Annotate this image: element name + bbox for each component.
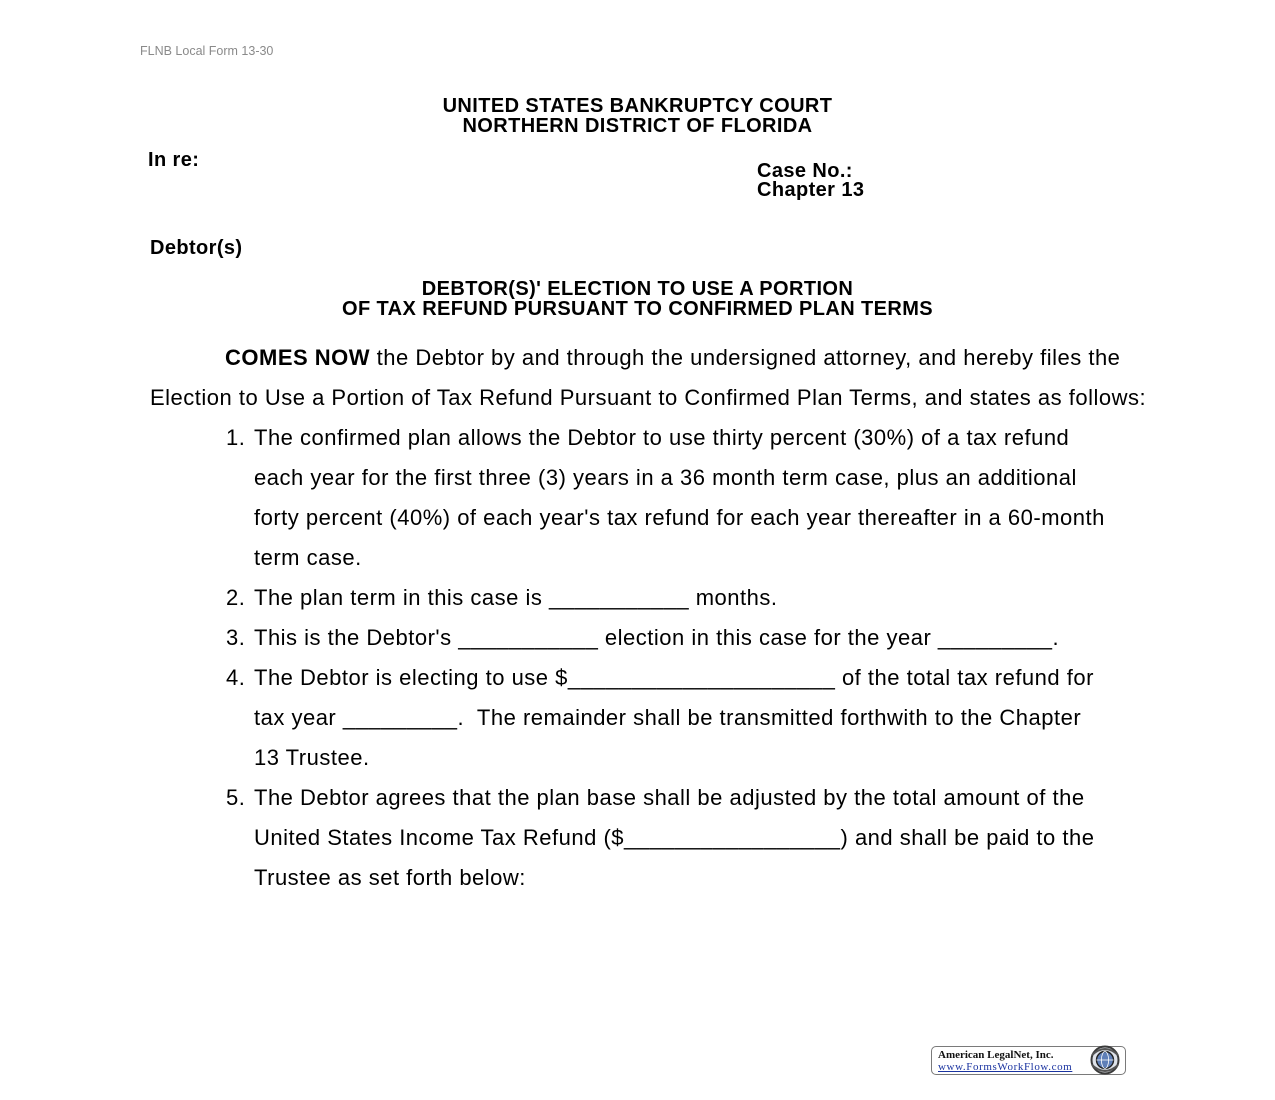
document-title-line-2: OF TAX REFUND PURSUANT TO CONFIRMED PLAN TERMS [342, 298, 933, 320]
comes-now-lead: COMES NOW [225, 345, 371, 370]
chapter-label: Chapter 13 [757, 179, 865, 201]
item-4-number: 4. [226, 665, 246, 690]
intro-line-1-text: the Debtor by and through the undersigned attorney, and hereby files the [370, 345, 1121, 370]
court-district: NORTHERN DISTRICT OF FLORIDA [462, 115, 813, 137]
item-3-line: This is the Debtor's ___________ election in this case for the year _________. [254, 625, 1060, 650]
publisher-logo [931, 1046, 1126, 1075]
item-2-number: 2. [226, 585, 246, 610]
case-no-label: Case No.: [757, 160, 853, 182]
form-id-header: FLNB Local Form 13-30 [140, 44, 274, 58]
publisher-url-link[interactable]: www.FormsWorkFlow.com [938, 1061, 1073, 1073]
item-5-line: The Debtor agrees that the plan base shall be adjusted by the total amount of the [254, 785, 1085, 810]
intro-line-1 [225, 345, 1120, 371]
item-5-line: United States Income Tax Refund ($_________________) and shall be paid to the [254, 825, 1095, 850]
item-5-line: Trustee as set forth below: [254, 865, 526, 890]
globe-icon [1087, 1044, 1123, 1076]
item-1-line: The confirmed plan allows the Debtor to use thirty percent (30%) of a tax refund [254, 425, 1070, 450]
item-4-line: tax year _________. The remainder shall be transmitted forthwith to the Chapter [254, 705, 1082, 730]
item-1-number: 1. [226, 425, 246, 450]
publisher-name: American LegalNet, Inc. [938, 1049, 1054, 1061]
debtors-label: Debtor(s) [150, 237, 243, 259]
item-1-line: each year for the first three (3) years in a 36 month term case, plus an additional [254, 465, 1077, 490]
item-4-line: 13 Trustee. [254, 745, 370, 770]
item-2-line: The plan term in this case is ___________ months. [254, 585, 778, 610]
item-1-line: term case. [254, 545, 362, 570]
item-1-line: forty percent (40%) of each year's tax refund for each year thereafter in a 60-month [254, 505, 1105, 530]
item-3-number: 3. [226, 625, 246, 650]
document-title-line-1: DEBTOR(S)' ELECTION TO USE A PORTION [421, 278, 854, 300]
in-re-label: In re: [148, 149, 200, 171]
item-5-number: 5. [226, 785, 246, 810]
court-name: UNITED STATES BANKRUPTCY COURT [442, 95, 833, 117]
item-4-line: The Debtor is electing to use $_____________________ of the total tax refund for [254, 665, 1094, 690]
intro-line-2: Election to Use a Portion of Tax Refund Pursuant to Confirmed Plan Terms, and states as follows: [150, 385, 1147, 410]
